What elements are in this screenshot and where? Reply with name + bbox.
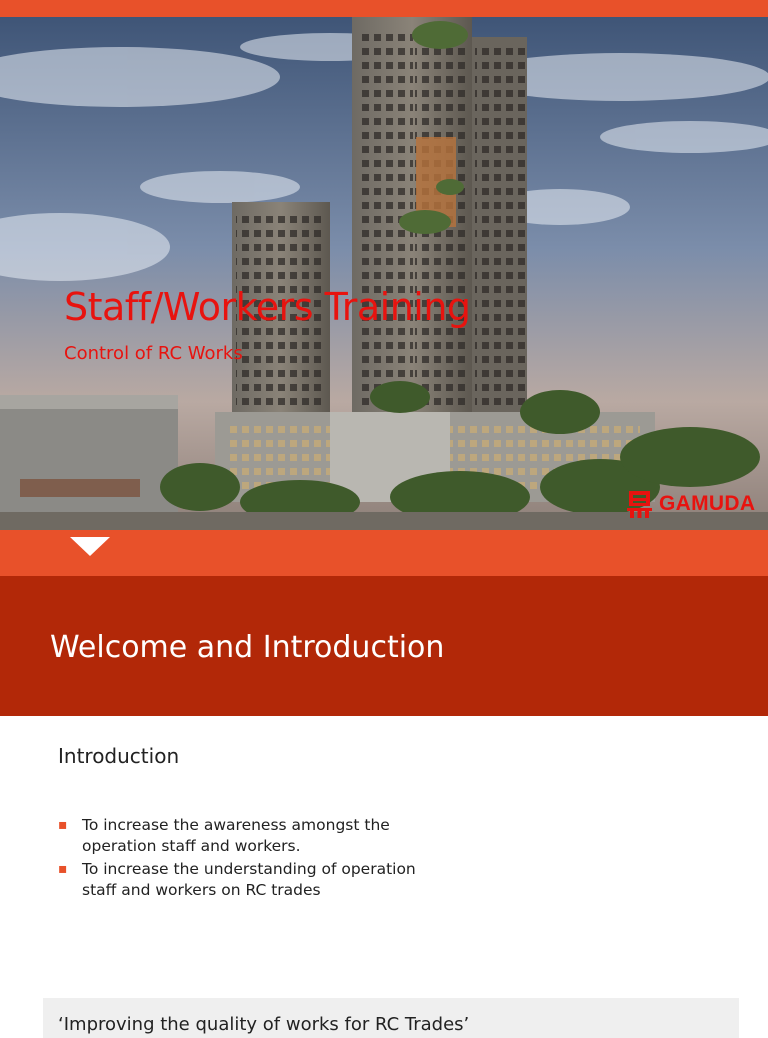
logo-text: GAMUDA xyxy=(659,492,756,515)
band-notch xyxy=(70,537,110,556)
gamuda-logo-icon xyxy=(626,490,653,518)
section-heading: Introduction xyxy=(58,744,180,768)
slide-title: Staff/Workers Training xyxy=(64,285,471,329)
bullet-list xyxy=(58,815,448,903)
list-item xyxy=(58,859,448,900)
header-title: Welcome and Introduction xyxy=(50,630,445,665)
hero-image xyxy=(0,17,768,530)
company-logo xyxy=(626,490,755,518)
bullet-text: To increase the awareness amongst the operation staff and workers. xyxy=(82,816,390,855)
bullet-icon: ▪ xyxy=(58,817,68,833)
bullet-text: To increase the understanding of operation staff and workers on RC trades xyxy=(82,860,416,899)
bullet-icon: ▪ xyxy=(58,861,68,877)
top-accent-bar xyxy=(0,0,768,17)
list-item xyxy=(58,815,448,856)
divider-band xyxy=(0,530,768,576)
quote-text: ‘Improving the quality of works for RC Trades’ xyxy=(58,1014,470,1035)
slide-subtitle: Control of RC Works xyxy=(64,343,243,364)
